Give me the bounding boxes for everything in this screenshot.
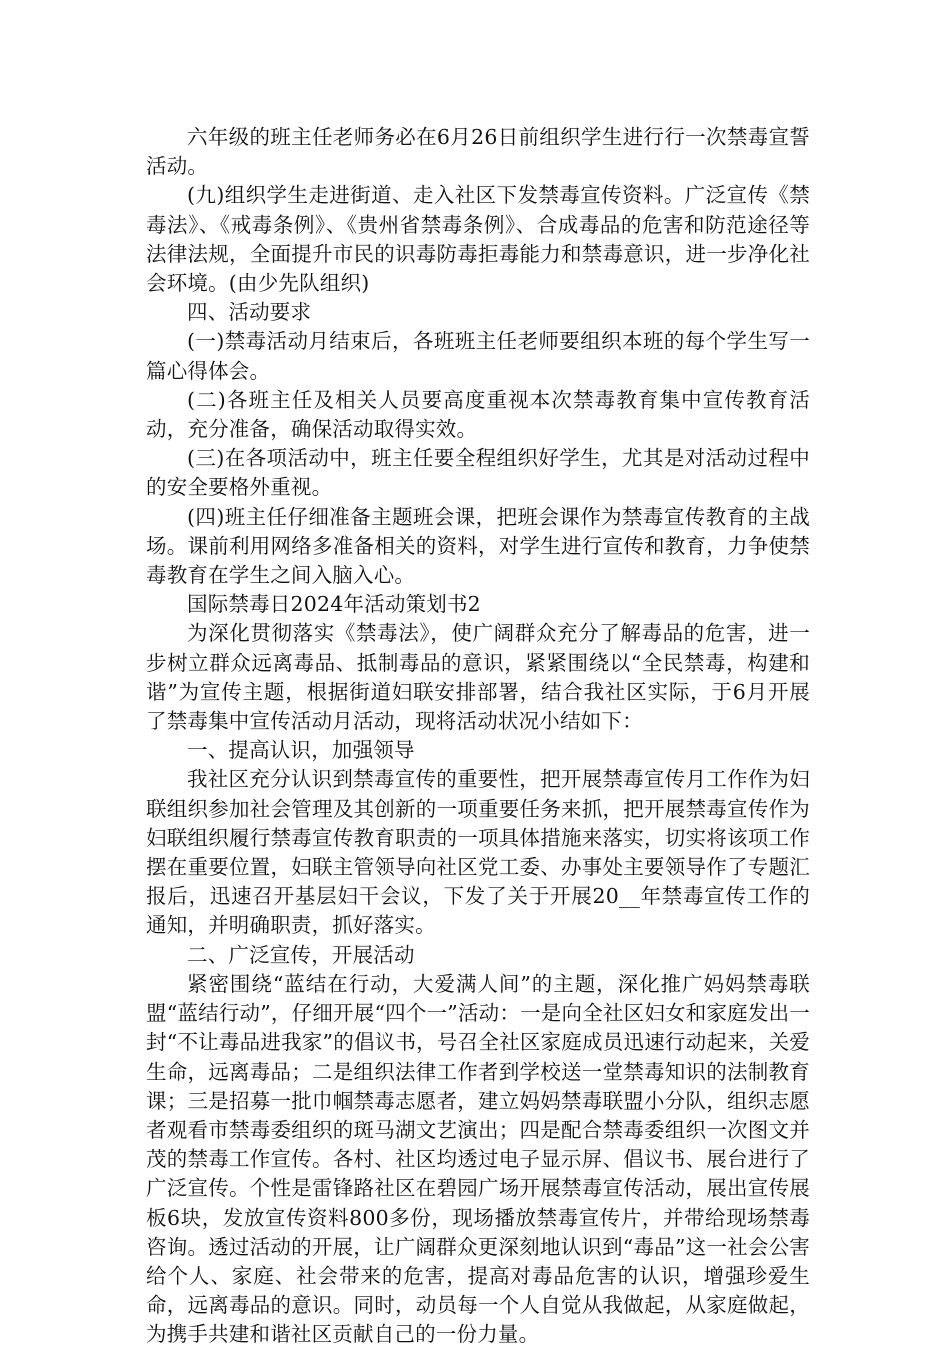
document-title-plan-2: 国际禁毒日2024年活动策划书2	[187, 592, 481, 617]
section-heading-requirements: 四、活动要求	[187, 300, 312, 325]
paragraph-publicity: 紧密围绕“蓝结在行动，大爱满人间”的主题，深化推广妈妈禁毒联盟“蓝结行动”，仔细开展“四个一”活动：一是向全社区妇女和家庭发出一封“不让毒品进我家”的倡议书，号召全社区家庭成员迅速行动起来，关爱生命，远离毒品；二是组织法律工作者到学校送一堂禁毒知识的法制教育课；三是招募一批巾帼禁毒志愿者，建立妈妈禁毒联盟小分队，组织志愿者观看市禁毒委组织的斑马湖文艺演出；四是配合禁毒委组织一次图文并茂的禁毒工作宣传。各村、社区均透过电子显示屏、倡议书、展台进行了广泛宣传。个性是雷锋路社区在碧园广场开展禁毒宣传活动，展出宣传展板6块，发放宣传资料800多份，现场播放禁毒宣传片，并带给现场禁毒咨询。透过活动的开展，让广阔群众更深刻地认识到“毒品”这一社会公害给个人、家庭、社会带来的危害，提高对毒品危害的认识，增强珍爱生命，远离毒品的意识。同时，动员每一个人自觉从我做起，从家庭做起，为携手共建和谐社区贡献自己的一份力量。	[146, 971, 810, 1347]
paragraph-requirement-1: (一)禁毒活动月结束后，各班班主任老师要组织本班的每个学生写一篇心得体会。	[146, 329, 810, 383]
paragraph-item-nine: (九)组织学生走进街道、走入社区下发禁毒宣传资料。广泛宣传《禁毒法》、《戒毒条例》、《贵州省禁毒条例》、合成毒品的危害和防范途径等法律法规，全面提升市民的识毒防毒拒毒能力和禁毒意识，进一步净化社会环境。(由少先队组织)	[146, 183, 810, 296]
document-body	[146, 123, 810, 1350]
section-heading-awareness: 一、提高认识，加强领导	[187, 738, 415, 763]
paragraph-sixth-grade-oath: 六年级的班主任老师务必在6月26日前组织学生进行行一次禁毒宣誓活动。	[146, 125, 810, 179]
paragraph-awareness: 我社区充分认识到禁毒宣传的重要性，把开展禁毒宣传月工作作为妇联组织参加社会管理及其创新的一项重要任务来抓，把开展禁毒宣传作为妇联组织履行禁毒宣传教育职责的一项具体措施来落实，切实将该项工作摆在重要位置，妇联主管领导向社区党工委、办事处主要领导作了专题汇报后，迅速召开基层妇干会议，下发了关于开展20__年禁毒宣传工作的通知，并明确职责，抓好落实。	[146, 767, 810, 938]
paragraph-requirement-3: (三)在各项活动中，班主任要全程组织好学生，尤其是对活动过程中的安全要格外重视。	[146, 446, 810, 500]
paragraph-intro: 为深化贯彻落实《禁毒法》，使广阔群众充分了解毒品的危害，进一步树立群众远离毒品、抵制毒品的意识，紧紧围绕以“全民禁毒，构建和谐”为宣传主题，根据街道妇联安排部署，结合我社区实际，于6月开展了禁毒集中宣传活动月活动，现将活动状况小结如下：	[146, 621, 810, 734]
paragraph-requirement-2: (二)各班主任及相关人员要高度重视本次禁毒教育集中宣传教育活动，充分准备，确保活动取得实效。	[146, 387, 810, 442]
section-heading-publicity: 二、广泛宣传，开展活动	[187, 942, 415, 967]
paragraph-requirement-4: (四)班主任仔细准备主题班会课，把班会课作为禁毒宣传教育的主战场。课前利用网络多准备相关的资料，对学生进行宣传和教育，力争使禁毒教育在学生之间入脑入心。	[146, 504, 810, 588]
